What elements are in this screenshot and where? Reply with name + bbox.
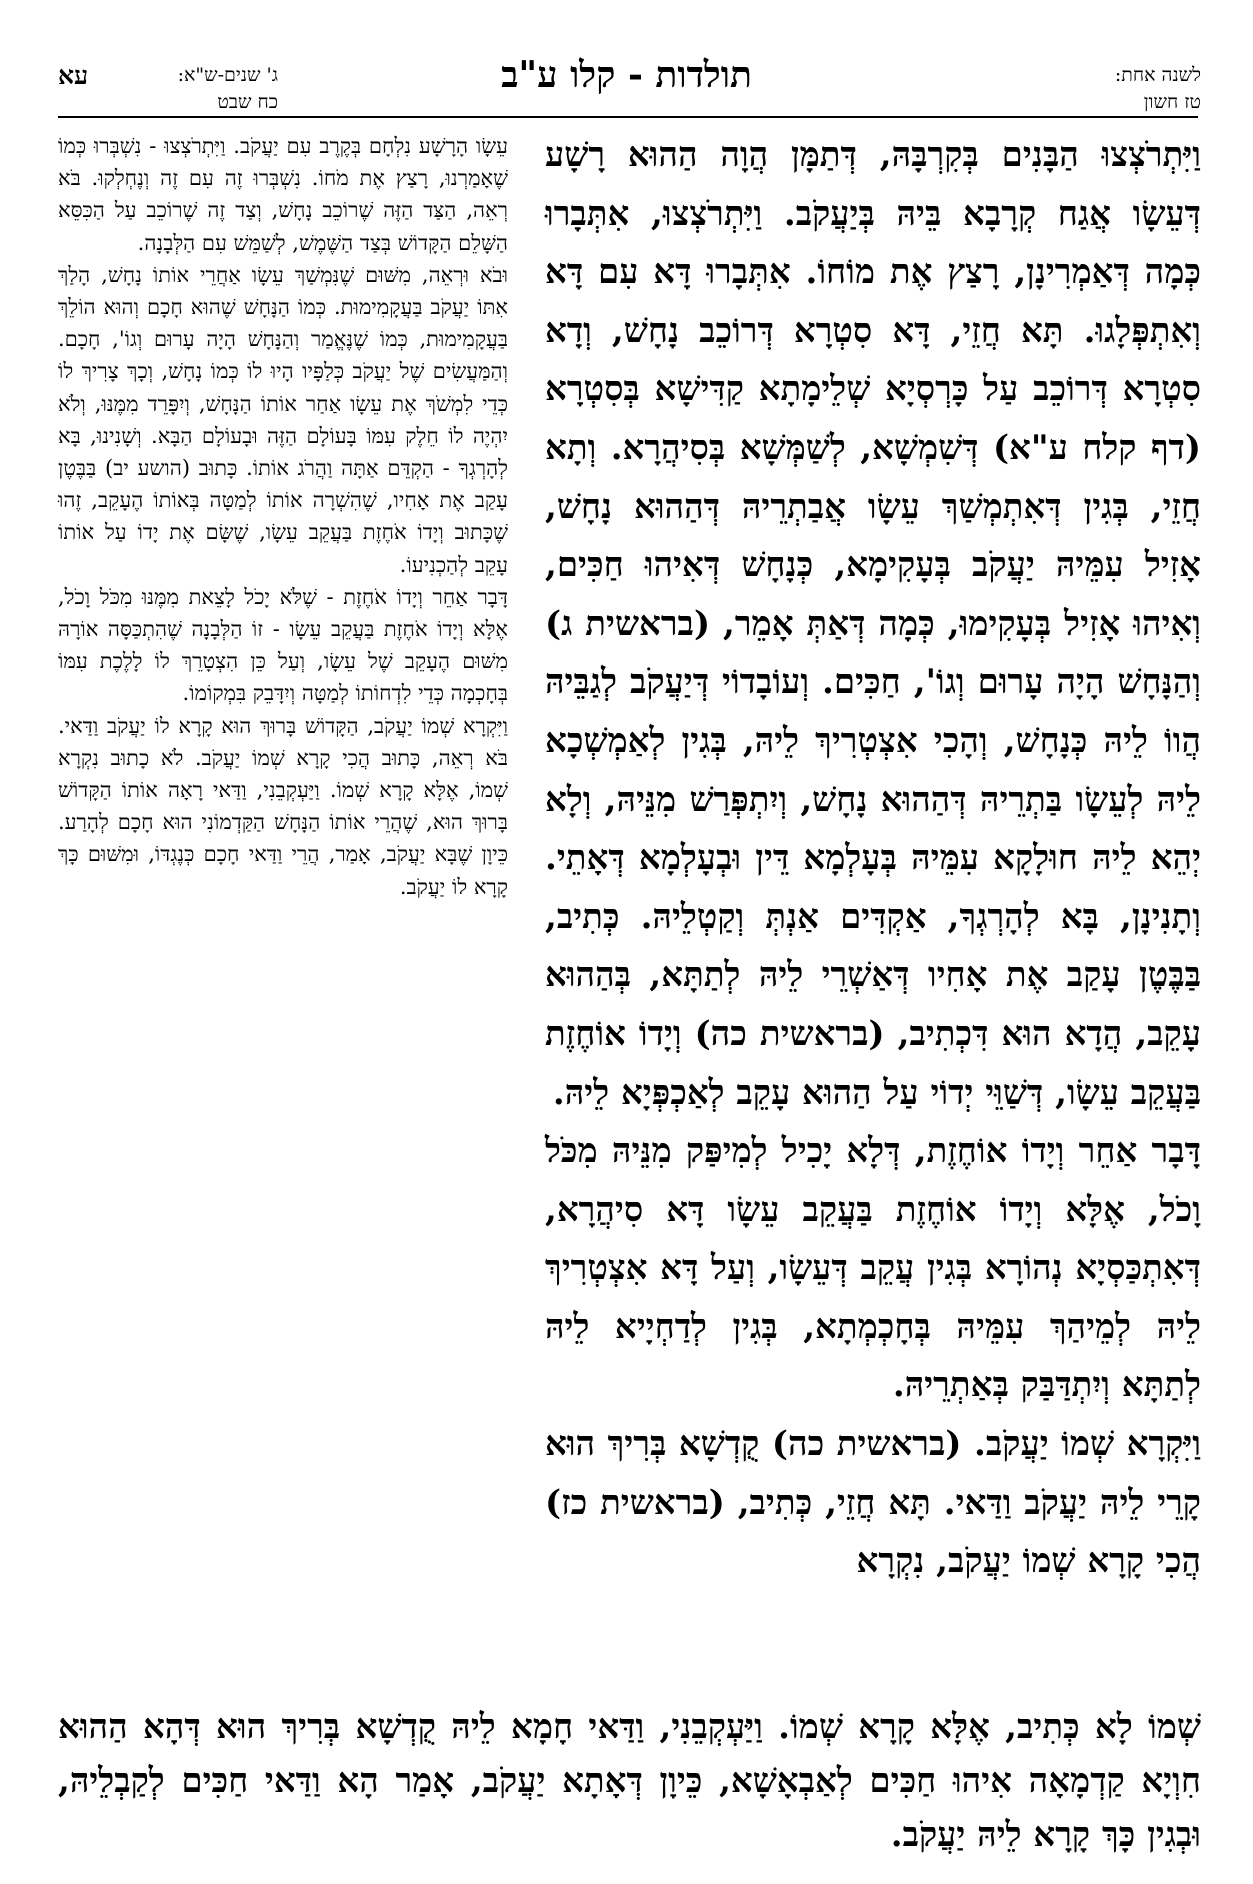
- three-year-schedule-date: כח שבט: [217, 91, 278, 113]
- one-year-schedule-date: טז חשון: [1143, 91, 1201, 113]
- three-year-schedule-label: ג' שנים-ש"א:: [177, 64, 278, 86]
- folio-number: עא: [58, 61, 89, 90]
- header-divider: [58, 116, 1198, 118]
- main-paragraph: שְׁמוֹ לָא כְּתִיב, אֶלָּא קָרָא שְׁמוֹ. וַיַּעְקְבֵנִי, וַדַּאי חָמָא לֵיהּ קֻדְשָׁא בְּרִיךְ הוּא דְּהָא הַהוּא חִוְיָא קַדְמָאָה אִיהוּ חַכִּים לְאַבְאָשָׁא, כֵּיוָן דְּאָתָא יַעֲקֹב, אָמַר הָא וַדַּאי חַכִּים לְקַבְלֵיהּ, וּבְגִין כָּךְ קָרָא לֵיהּ יַעֲקֹב.: [58, 1707, 1201, 1855]
- translation-paragraph: דָּבָר אַחֵר וְיָדוֹ אֹחֶזֶת - שֶׁלֹּא יָכֹל לָצֵאת מִמֶּנּוּ מִכֹּל וָכֹל, אֶלָּא וְיָדוֹ אֹחֶזֶת בַּעֲקֵב עֵשָׂו - זוֹ הַלְּבָנָה שֶׁהִתְכַּסָּה אוֹרָהּ מִשּׁוּם הֶעָקֵב שֶׁל עֵשָׂו, וְעַל כֵּן הִצְטָרֵךְ לוֹ לָלֶכֶת עִמּוֹ בְּחָכְמָה כְּדֵי לִדְחוֹתוֹ לְמַטָּה וְיִדָּבֵק בִּמְקוֹמוֹ.: [58, 584, 508, 706]
- translation-paragraph: וַיִּקְרָא שְׁמוֹ יַעֲקֹב, הַקָּדוֹשׁ בָּרוּךְ הוּא קָרָא לוֹ יַעֲקֹב וַדַּאי. בֹּא רְאֵה, כָּתוּב הֲכִי קָרָא שְׁמוֹ יַעֲקֹב. לֹא כָתוּב נִקְרָא שְׁמוֹ, אֶלָּא קָרָא שְׁמוֹ. וַיַּעְקְבֵנִי, וַדַּאי רָאָה אוֹתוֹ הַקָּדוֹשׁ בָּרוּךְ הוּא, שֶׁהֲרֵי אוֹתוֹ הַנָּחָשׁ הַקַּדְמוֹנִי הוּא חָכָם לְהָרַע. כֵּיוָן שֶׁבָּא יַעֲקֹב, אָמַר, הֲרֵי וַדַּאי חָכָם כְּנֶגְדּוֹ, וּמִשּׁוּם כָּךְ קָרָא לוֹ יַעֲקֹב.: [58, 713, 508, 899]
- header-daily-schedule: [1001, 62, 1201, 116]
- translation-column: [58, 130, 508, 903]
- main-paragraph: דָּבָר אַחֵר וְיָדוֹ אוֹחֶזֶת, דְּלָא יָכִיל לְמִיפַּק מִנֵּיהּ מִכֹּל וָכֹל, אֶלָּא וְיָדוֹ אוֹחֶזֶת בַּעֲקֵב עֵשָׂו דָּא סִיהֲרָא, דְּאִתְכַּסְיָא נְהוֹרָא בְּגִין עֲקֵב דְּעֵשָׂו, וְעַל דָּא אִצְטְרִיךְ לֵיהּ לְמֵיהַךְ עִמֵּיהּ בְּחָכְמְתָא, בְּגִין לְדַחְיָיא לֵיהּ לְתַתָּא וְיִתְדַּבַּק בְּאַתְרֵיהּ.: [545, 1131, 1201, 1406]
- main-paragraph: וַיִּתְרֹצְצוּ הַבָּנִים בְּקִרְבָּהּ, דְּתַמָּן הֲוָה הַהוּא רָשָׁע דְּעֵשָׂו אֲגַח קְרָבָא בֵּיהּ בְּיַעֲקֹב. וַיִּתְרֹצְצוּ, אִתְּבָרוּ כְּמָה דְּאַמְרִינָן, רָצַץ אֶת מוֹחוֹ. אִתְּבָרוּ דָּא עִם דָּא וְאִתְפְּלָגוּ. תָּא חֲזֵי, דָּא סִטְרָא דְּרוֹכֵב נָחָשׁ, וְדָא סִטְרָא דְּרוֹכֵב עַל כָּרְסְיָא שְׁלֵימָתָא קַדִּישָׁא בְּסִטְרָא (דף קלח ע"א) דְּשִׁמְשָׁא, לְשַׁמְּשָׁא בְּסִיהֲרָא. וְתָא חֲזֵי, בְּגִין דְּאִתְמְשַׁךְ עֵשָׂו אֲבַתְרֵיהּ דְּהַהוּא נָחָשׁ, אָזִיל עִמֵּיהּ יַעֲקֹב בְּעָקִימָא, כְּנָחָשׁ דְּאִיהוּ חַכִּים, וְאִיהוּ אָזִיל בְּעָקִימוּ, כְּמָה דְּאַתְּ אָמֵר, (בראשית ג) וְהַנָּחָשׁ הָיָה עָרוּם וְגוֹ', חַכִּים. וְעוֹבָדוֹי דְּיַעֲקֹב לְגַבֵּיהּ הֲווֹ לֵיהּ כְּנָחָשׁ, וְהָכִי אִצְטְרִיךְ לֵיהּ, בְּגִין לְאַמְשְׁכָא לֵיהּ לְעֵשָׂו בַּתְרֵיהּ דְּהַהוּא נָחָשׁ, וְיִתְפְּרַשׁ מִנֵּיהּ, וְלָא יְהֵא לֵיהּ חוּלָקָא עִמֵּיהּ בְּעָלְמָא דֵּין וּבְעָלְמָא דְּאָתֵי. וְתָנִינָן, בָּא לְהָרְגְךָ, אַקְדִּים אַנְתְּ וְקַטְלֵיהּ. כְּתִיב, בַּבֶּטֶן עָקַב אֶת אָחִיו דְּאַשְׁרֵי לֵיהּ לְתַתָּא, בְּהַהוּא עָקֵב, הֲדָא הוּא דִּכְתִיב, (בראשית כה) וְיָדוֹ אוֹחֶזֶת בַּעֲקֵב עֵשָׂו, דְּשַׁוֵּי יְדוֹי עַל הַהוּא עָקֵב לְאַכְפְּיָא לֵיהּ.: [545, 135, 1201, 1113]
- one-year-schedule-label: לשנה אחת:: [1114, 64, 1201, 86]
- main-text-continuation: [58, 1700, 1201, 1862]
- main-paragraph: וַיִּקְרָא שְׁמוֹ יַעֲקֹב. (בראשית כה) קֻדְשָׁא בְּרִיךְ הוּא קָרֵי לֵיהּ יַעֲקֹב וַדַּאי. תָּא חֲזֵי, כְּתִיב, (בראשית כז) הֲכִי קָרָא שְׁמוֹ יַעֲקֹב, נִקְרָא: [545, 1424, 1201, 1582]
- translation-paragraph: עֵשָׂו הָרָשָׁע נִלְחָם בְּקֶרֶב עִם יַעֲקֹב. וַיִּתְרֹצְצוּ - נִשְׁבְּרוּ כְּמוֹ שֶׁאָמַרְנוּ, רָצַץ אֶת מֹחוֹ. נִשְׁבְּרוּ זֶה עִם זֶה וְנֶחְלְקוּ. בֹּא רְאֵה, הַצַּד הַזֶּה שֶׁרוֹכֵב נָחָשׁ, וְצַד זֶה שֶׁרוֹכֵב עַל הַכִּסֵּא הַשָּׁלֵם הַקָּדוֹשׁ בְּצַד הַשֶּׁמֶשׁ, לְשַׁמֵּשׁ עִם הַלְּבָנָה.: [58, 134, 508, 255]
- translation-paragraph: וּבֹא וּרְאֵה, מִשּׁוּם שֶׁנִּמְשַׁךְ עֵשָׂו אַחֲרֵי אוֹתוֹ נָחָשׁ, הָלַךְ אִתּוֹ יַעֲקֹב בַּעֲקָמִימוּת. כְּמוֹ הַנָּחָשׁ שֶׁהוּא חָכָם וְהוּא הוֹלֵךְ בַּעֲקָמִימוּת, כְּמוֹ שֶׁנֶּאֱמַר וְהַנָּחָשׁ הָיָה עָרוּם וְגוֹ', חָכָם. וְהַמַּעֲשִׂים שֶׁל יַעֲקֹב כְּלַפָּיו הָיוּ לוֹ כְּמוֹ נָחָשׁ, וְכָךְ צָרִיךְ לוֹ כְּדֵי לִמְשֹׁךְ אֶת עֵשָׂו אַחַר אוֹתוֹ הַנָּחָשׁ, וְיִפָּרֵד מִמֶּנּוּ, וְלֹא יִהְיֶה לוֹ חֵלֶק עִמּוֹ בָּעוֹלָם הַזֶּה וּבָעוֹלָם הַבָּא. וְשָׁנִינוּ, בָּא לְהָרְגְךָ - הַקְדֵּם אַתָּה וַהֲרֹג אוֹתוֹ. כָּתוּב (הושע יב) בַּבֶּטֶן עָקַב אֶת אָחִיו, שֶׁהִשְׁרָה אוֹתוֹ לְמַטָּה בְּאוֹתוֹ הֶעָקֵב, זֶהוּ שֶׁכָּתוּב וְיָדוֹ אֹחֶזֶת בַּעֲקֵב עֵשָׂו, שֶׁשָּׂם אֶת יָדוֹ עַל אוֹתוֹ עָקֵב לְהַכְנִיעוֹ.: [58, 262, 508, 577]
- page-title: תולדות - קלו ע"ב: [501, 54, 752, 96]
- main-text-column: [545, 126, 1201, 1591]
